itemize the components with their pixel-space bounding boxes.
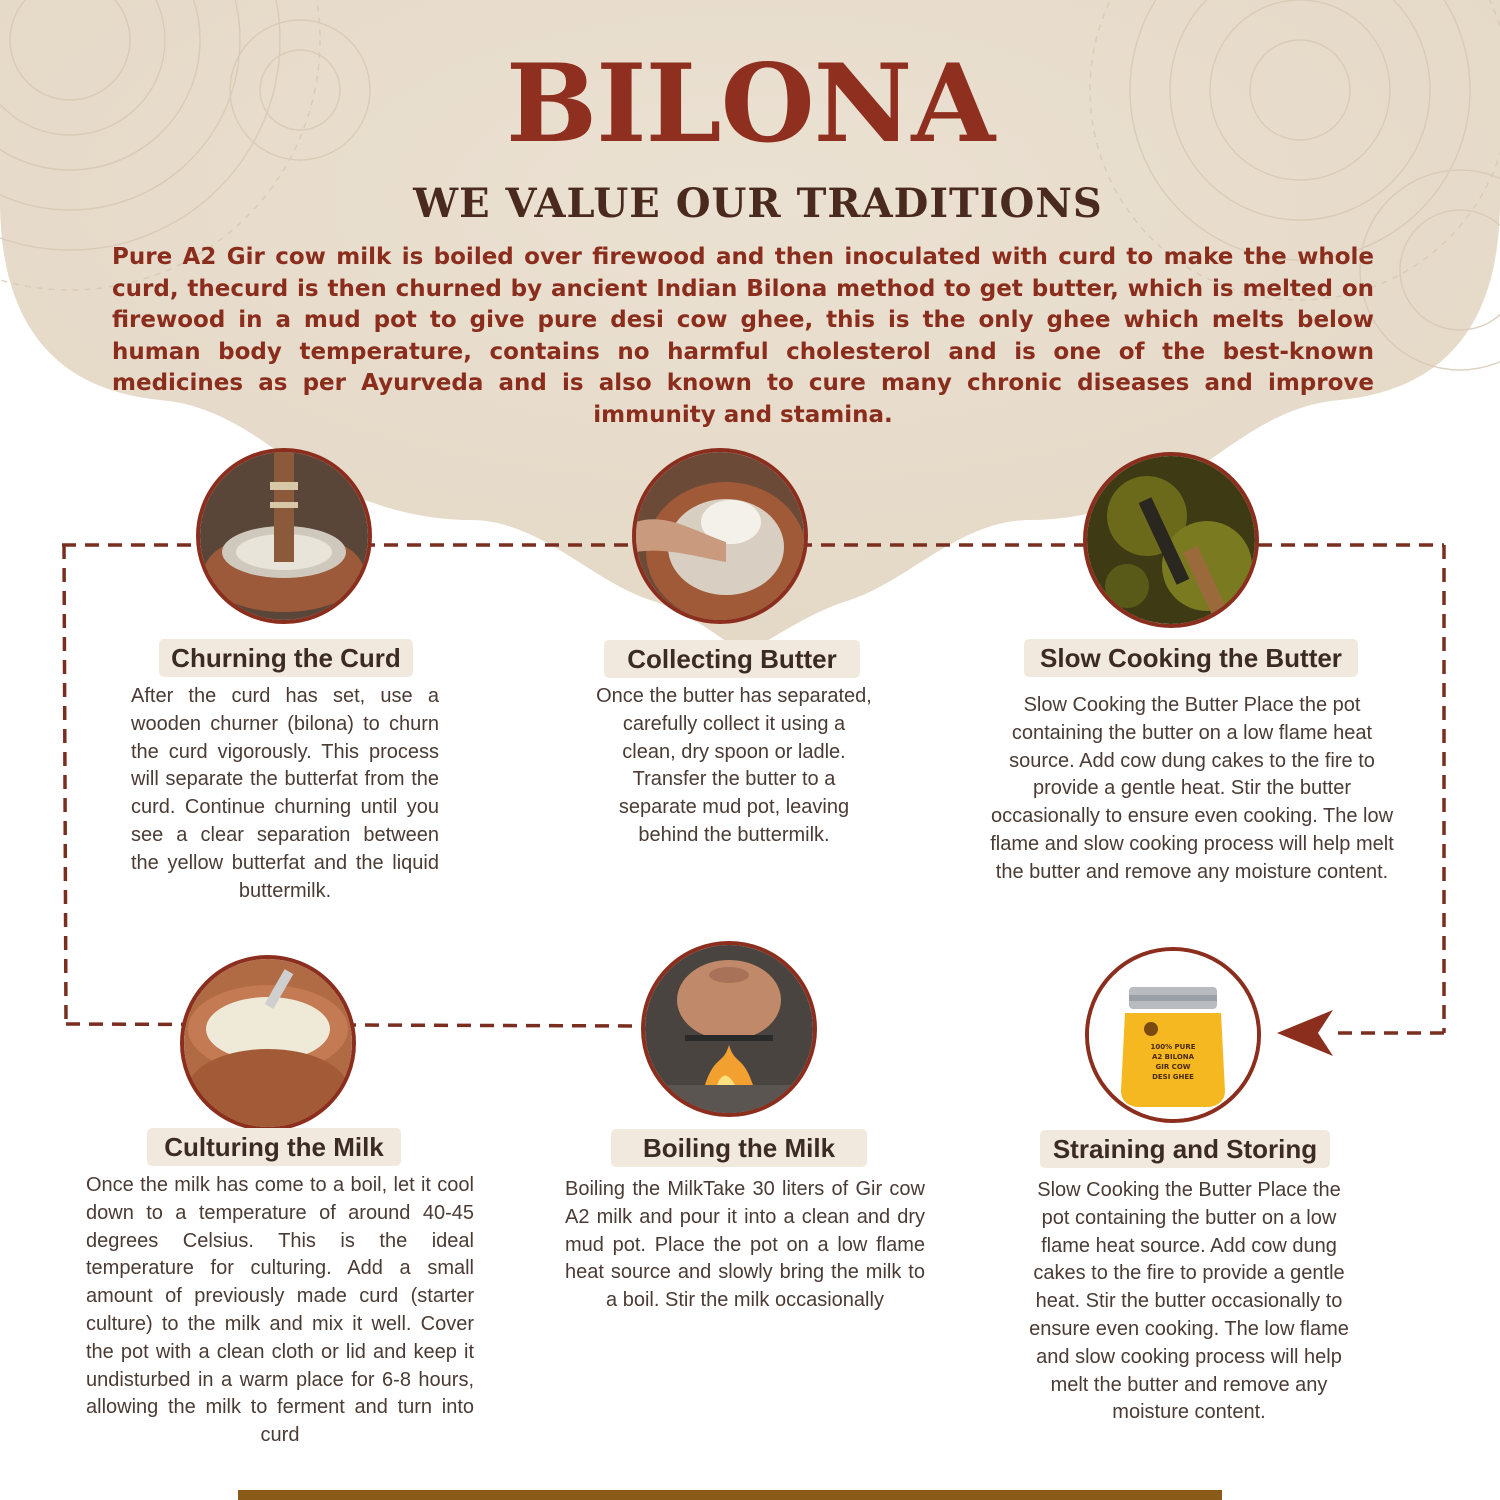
boiling-photo-icon [641,941,817,1117]
step-desc-collecting: Once the butter has separated, carefully collect it using a clean, dry spoon or ladle. Transfer the butter to a separate mud pot, leaving behind the buttermilk. [596,685,872,846]
step-title-slow-cooking: Slow Cooking the Butter [1024,639,1358,677]
step-title-churning: Churning the Curd [159,639,413,677]
ghee-jar-photo-icon [1085,947,1261,1123]
step-desc-culturing: Once the milk has come to a boil, let it cool down to a temperature of around 40-45 degrees Celsius. This is the ideal temperature for culturing. Add a small amount of previously made curd (starter culture) to the milk and mix it well. Cover the pot with a clean cloth or lid and keep it undisturbed in a warm place for 6-8 hours, allowing the milk to ferment and turn into curd [86,1174,474,1447]
step-title-culturing: Culturing the Milk [147,1128,401,1166]
step-title-straining: Straining and Storing [1040,1130,1330,1168]
step-desc-straining: Slow Cooking the Butter Place the pot containing the butter on a low flame heat source. Add cow dung cakes to the fire to provide a gentle heat. Stir the butter occasionally to ensure even cooking. The low flame and slow cooking process will help melt the butter and remove any moisture content. [1029,1179,1349,1424]
step-title-boiling: Boiling the Milk [611,1129,867,1167]
bottom-divider [238,1490,1222,1500]
churning-photo-icon [196,448,372,624]
brand-title: BILONA [505,41,995,167]
svg-text:A2 BILONA: A2 BILONA [1151,1053,1195,1061]
butter-collecting-photo-icon [632,448,808,624]
step-title-collecting: Collecting Butter [604,640,860,678]
svg-text:DESI GHEE: DESI GHEE [1152,1073,1194,1081]
step-desc-slow-cooking: Slow Cooking the Butter Place the pot containing the butter on a low flame heat source. Add cow dung cakes to the fire to provide a gentle heat. Stir the butter occasionally to ensure even cooking. The low flame and slow cooking process will help melt the butter and remove any moisture content. [990,694,1394,883]
step-desc-boiling: Boiling the MilkTake 30 liters of Gir cow A2 milk and pour it into a clean and dry mud pot. Place the pot on a low flame heat source and slowly bring the milk to a boil. Stir the milk occasionally [565,1178,925,1312]
intro-paragraph: Pure A2 Gir cow milk is boiled over firewood and then inoculated with curd to make the whole curd, thecurd is then churned by ancient Indian Bilona method to get butter, which is melted on firewood in a mud pot to give pure desi cow ghee, this is the only ghee which melts below human body temperature, contains no harmful cholesterol and is one of the best-known medicines as per Ayurveda and is also known to cure many chronic diseases and improve immunity and stamina. [112,244,1374,428]
culturing-photo-icon [180,955,356,1131]
svg-text:GIR COW: GIR COW [1155,1063,1191,1071]
slow-cooking-photo-icon [1083,452,1259,628]
step-desc-churning: After the curd has set, use a wooden churner (bilona) to churn the curd vigorously. This process will separate the butterfat from the curd. Continue churning until you see a clear separation between the yellow butterfat and the liquid buttermilk. [131,685,439,902]
svg-text:100% PURE: 100% PURE [1150,1043,1196,1051]
tagline: WE VALUE OUR TRADITIONS [413,180,1103,227]
